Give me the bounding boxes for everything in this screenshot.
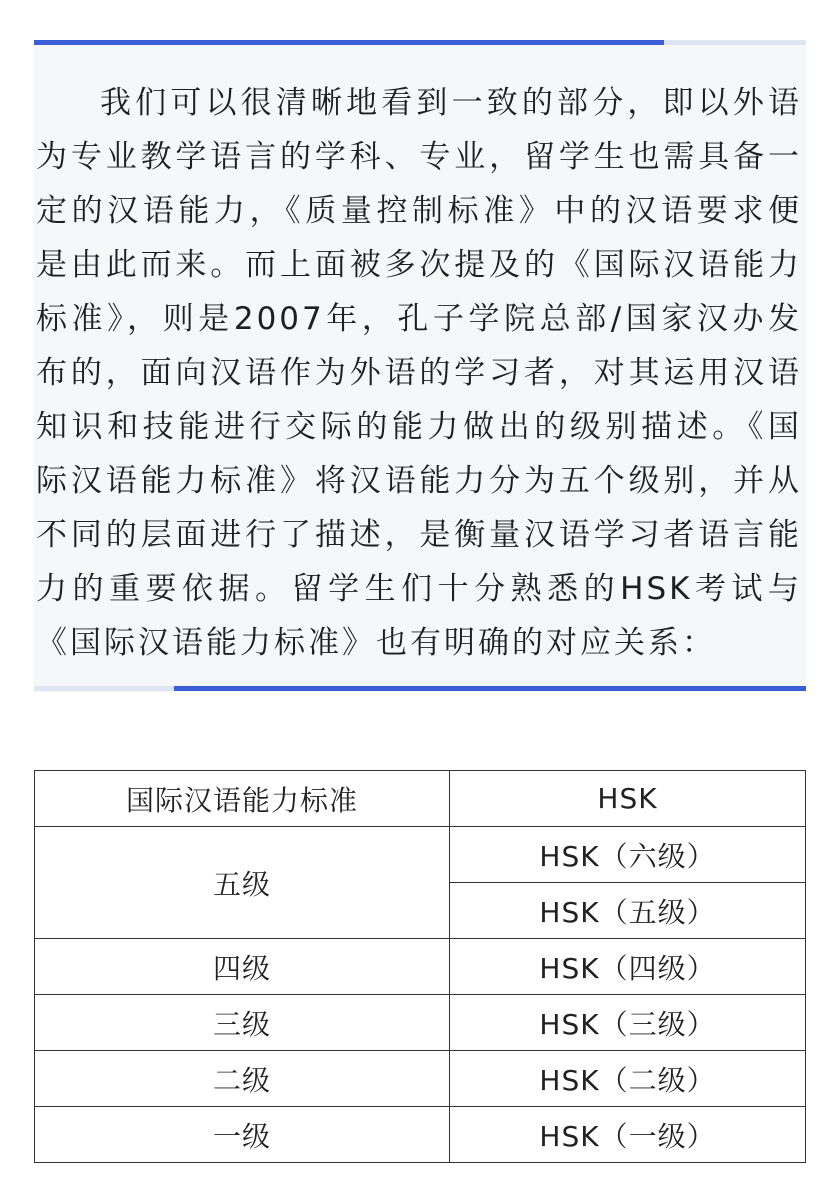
hsk-level-cell: HSK（四级） [450,939,806,995]
header-standard: 国际汉语能力标准 [35,771,450,827]
body-paragraph: 我们可以很清晰地看到一致的部分，即以外语为专业教学语言的学科、专业，留学生也需具备一定的汉语能力，《质量控制标准》中的汉语要求便是由此而来。而上面被多次提及的《国际汉语能力标准》，则是2007年，孔子学院总部/国家汉办发布的，面向汉语作为外语的学习者，对其运用汉语知识和技能进行交际的能力做出的级别描述。《国际汉语能力标准》将汉语能力分为五个级别，并从不同的层面进行了描述，是衡量汉语学习者语言能力的重要依据。留学生们十分熟悉的HSK考试与《国际汉语能力标准》也有明确的对应关系： [36,85,802,661]
standard-level-cell: 一级 [35,1107,450,1163]
top-light-rule [664,40,806,45]
hsk-level-cell: HSK（六级） [450,827,806,883]
level-correspondence-table [34,770,806,1163]
standard-level-cell: 四级 [35,939,450,995]
hsk-level-cell: HSK（一级） [450,1107,806,1163]
bottom-accent-rule [174,686,806,691]
standard-level-cell: 三级 [35,995,450,1051]
table-row [35,995,806,1051]
hsk-level-cell: HSK（三级） [450,995,806,1051]
table-row [35,1107,806,1163]
table-header-row [35,771,806,827]
top-accent-rule [34,40,664,45]
hsk-level-cell: HSK（五级） [450,883,806,939]
hsk-level-cell: HSK（二级） [450,1051,806,1107]
table-row [35,939,806,995]
table-row [35,1051,806,1107]
table-row [35,827,806,883]
standard-level-cell: 二级 [35,1051,450,1107]
standard-level-cell: 五级 [35,827,450,939]
header-hsk: HSK [450,771,806,827]
bottom-light-rule [34,686,174,691]
